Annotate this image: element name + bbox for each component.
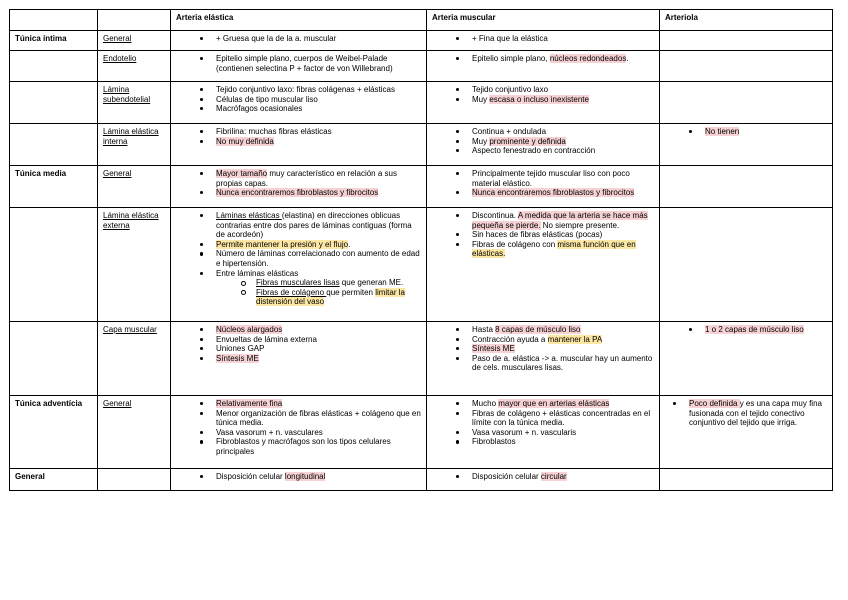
sub-label: General [103, 399, 132, 408]
section-label [10, 82, 98, 124]
header-muscular-artery: Arteria muscular [427, 10, 660, 31]
list-item [216, 85, 422, 95]
text-segment: Menor organización de fibras elásticas + colágeno que en túnica media. [216, 408, 421, 428]
cell-elastic [171, 469, 427, 491]
text-segment: y es una capa muy fina fusionada con el tejido conectivo conjuntivo del tejido que irriga. [689, 399, 822, 428]
list-item [472, 188, 655, 198]
text-segment: No muy definida [216, 136, 274, 146]
row-media-muscular-layer [10, 322, 833, 396]
list-item [216, 95, 422, 105]
text-segment: Epitelio simple plano, cuerpos de Weibel-Palade (contienen selectina P + factor de von Willebrand) [216, 54, 393, 73]
text-segment: + Fina que la elástica [472, 34, 548, 43]
list-item [216, 54, 422, 73]
cell-muscular [427, 51, 660, 82]
sub-label: Lámina elástica interna [103, 127, 159, 146]
text-segment: Uniones GAP [216, 344, 265, 354]
section-label: General [10, 469, 98, 491]
cell-elastic [171, 396, 427, 469]
text-segment: Nunca encontraremos fibroblastos y fibrocitos [472, 188, 635, 198]
row-intima-general [10, 31, 833, 51]
cell-arteriole [660, 208, 833, 322]
list-item [472, 146, 655, 156]
text-segment: que permiten [326, 287, 376, 297]
text-segment: Muy [472, 136, 490, 146]
row-general [10, 469, 833, 491]
cell-muscular [427, 31, 660, 51]
list-item [216, 325, 422, 335]
text-segment: . [348, 239, 351, 249]
text-segment: Sin haces de fibras elásticas (pocas) [472, 230, 603, 240]
text-segment: Tejido conjuntivo laxo: fibras colágenas + elásticas [216, 85, 395, 94]
cell-elastic [171, 51, 427, 82]
text-segment: Hasta [472, 325, 496, 334]
list-item [472, 437, 655, 447]
list-item [216, 354, 422, 364]
text-segment: Macrófagos ocasionales [216, 104, 303, 114]
text-segment: Entre láminas elásticas [216, 268, 299, 278]
section-label [10, 208, 98, 322]
text-segment: Vasa vasorum + n. vascularis [472, 427, 577, 437]
sub-label: Capa muscular [103, 325, 157, 334]
text-segment: Síntesis ME [216, 353, 259, 363]
list-item [472, 399, 655, 409]
section-label: Túnica media [10, 166, 98, 208]
list-item [472, 409, 655, 428]
text-segment: Disposición celular [216, 472, 285, 481]
section-label [10, 124, 98, 166]
sub-label: General [103, 34, 132, 43]
cell-muscular [427, 82, 660, 124]
list-item [216, 104, 422, 114]
text-segment: circular [540, 472, 567, 481]
arteries-comparison-table [9, 9, 833, 491]
cell-elastic [171, 31, 427, 51]
text-segment: que generan ME. [339, 278, 404, 288]
list-item [216, 344, 422, 354]
list-item [472, 335, 655, 345]
cell-arteriole [660, 51, 833, 82]
text-segment: 1 o 2 capas de músculo liso [705, 325, 804, 334]
text-segment: Mucho [472, 399, 499, 408]
list-item [216, 437, 422, 456]
text-segment: Discontinua. [472, 211, 518, 220]
text-segment: Poco definida [689, 399, 740, 408]
text-segment: Paso de a. elástica -> a. muscular hay un aumento de cels. musculares lisas. [472, 353, 653, 373]
header-blank-1 [10, 10, 98, 31]
text-segment: limitar la distensión del vaso [256, 287, 405, 307]
text-segment: Número de láminas correlacionado con aumento de edad e hipertensión. [216, 249, 420, 268]
text-segment: Mayor tamaño [216, 169, 268, 178]
cell-elastic [171, 124, 427, 166]
text-segment: Disposición celular [472, 472, 541, 481]
row-intima-subendothelial [10, 82, 833, 124]
header-arteriole: Arteriola [660, 10, 833, 31]
list-item [216, 335, 422, 345]
list-item [216, 472, 422, 482]
text-segment: Tejido conjuntivo laxo [472, 85, 549, 94]
row-media-general [10, 166, 833, 208]
section-label [10, 322, 98, 396]
text-segment: Fibrilina: muchas fibras elásticas [216, 127, 332, 136]
cell-arteriole [660, 469, 833, 491]
header-blank-2 [98, 10, 171, 31]
sub-label: Endotelio [103, 54, 137, 63]
row-media-external-elastic [10, 208, 833, 322]
list-item [216, 428, 422, 438]
list-item-text [216, 269, 298, 278]
list-item [705, 127, 828, 137]
text-segment: Fibroblastos y macrófagos son los tipos celulares principales [216, 437, 391, 456]
cell-muscular [427, 124, 660, 166]
text-segment: Fibras de colágeno + elásticas concentradas en el límite con la túnica media. [472, 408, 651, 428]
text-segment: Fibras de colágeno con [472, 239, 558, 249]
list-item [472, 95, 655, 105]
text-segment: prominente y definida [489, 136, 566, 146]
text-segment: Contracción ayuda a [472, 334, 548, 344]
list-item [472, 85, 655, 95]
text-segment: Células de tipo muscular liso [216, 94, 318, 104]
cell-elastic [171, 166, 427, 208]
cell-arteriole [660, 396, 833, 469]
header-elastic-artery: Arteria elástica [171, 10, 427, 31]
text-segment: Continua + ondulada [472, 127, 547, 136]
list-item [472, 137, 655, 147]
list-item [472, 240, 655, 259]
cell-elastic [171, 322, 427, 396]
text-segment: Fibras de colágeno [256, 287, 327, 297]
list-item [216, 269, 422, 307]
sub-list-item [256, 288, 422, 307]
cell-muscular [427, 208, 660, 322]
section-label [10, 51, 98, 82]
text-segment: Láminas elásticas [216, 211, 282, 220]
text-segment: Núcleos alargados [216, 325, 283, 334]
text-segment: (elastina) en direcciones oblicuas contrarias entre dos pares de láminas contiguas (forma de acordeón) [216, 211, 412, 240]
list-item [216, 188, 422, 198]
text-segment: mantener la PA [547, 334, 603, 344]
text-segment: longitudinal [284, 472, 326, 481]
cell-arteriole [660, 124, 833, 166]
list-item [472, 34, 655, 44]
text-segment: muy característico en relación a sus propias capas. [216, 169, 397, 188]
list-item [472, 230, 655, 240]
cell-muscular [427, 396, 660, 469]
list-item [689, 399, 828, 428]
text-segment: mayor que en arterias elásticas [498, 399, 610, 408]
text-segment: Vasa vasorum + n. vasculares [216, 427, 323, 437]
sub-list-item [256, 278, 422, 288]
text-segment: Permite mantener la presión y el flujo [216, 239, 349, 249]
text-segment: Fibroblastos [472, 437, 516, 447]
cell-arteriole [660, 166, 833, 208]
text-segment: Epitelio simple plano, [472, 54, 550, 63]
text-segment: Aspecto fenestrado en contracción [472, 146, 596, 156]
list-item [216, 34, 422, 44]
list-item [216, 211, 422, 240]
row-adventitia-general [10, 396, 833, 469]
list-item [216, 169, 422, 188]
list-item [216, 137, 422, 147]
sub-label: Lámina elástica externa [103, 211, 159, 230]
list-item [472, 54, 655, 64]
text-segment: Muy [472, 94, 490, 104]
cell-elastic [171, 82, 427, 124]
list-item [472, 428, 655, 438]
text-segment: Principalmente tejido muscular liso con poco material elástico. [472, 169, 630, 188]
list-item [472, 325, 655, 335]
text-segment: Fibras musculares lisas [256, 278, 340, 288]
list-item [472, 472, 655, 482]
list-item [216, 399, 422, 409]
list-item [472, 169, 655, 188]
section-label: Túnica íntima [10, 31, 98, 51]
list-item [472, 127, 655, 137]
cell-arteriole [660, 31, 833, 51]
text-segment: misma función que en elásticas. [472, 239, 636, 259]
text-segment: escasa o incluso inexistente [489, 94, 589, 104]
list-item [216, 409, 422, 428]
header-row [10, 10, 833, 31]
sub-label: General [103, 169, 132, 178]
list-item [472, 211, 655, 230]
cell-elastic [171, 208, 427, 322]
text-segment: Envueltas de lámina externa [216, 334, 317, 344]
list-item [705, 325, 828, 335]
cell-arteriole [660, 322, 833, 396]
text-segment: Síntesis ME [472, 344, 515, 354]
list-item [216, 127, 422, 137]
text-segment: No tienen [705, 127, 740, 136]
text-segment: Nunca encontraremos fibroblastos y fibrocitos [216, 188, 379, 198]
sub-label: Lámina subendotelial [103, 85, 151, 104]
list-item [472, 354, 655, 373]
row-intima-endothelium [10, 51, 833, 82]
cell-arteriole [660, 82, 833, 124]
cell-muscular [427, 469, 660, 491]
text-segment: 8 capas de músculo liso [495, 325, 581, 334]
cell-muscular [427, 166, 660, 208]
list-item [216, 240, 422, 250]
section-label: Túnica adventícia [10, 396, 98, 469]
list-item [216, 249, 422, 268]
text-segment: + Gruesa que la de la a. muscular [216, 34, 337, 43]
text-segment: A medida que la arteria se hace más pequeña se pierde. [472, 211, 648, 230]
text-segment: Relativamente fina [216, 399, 283, 408]
text-segment: No siempre presente. [540, 220, 620, 230]
text-segment: núcleos redondeados [549, 54, 627, 63]
row-intima-internal-elastic [10, 124, 833, 166]
cell-muscular [427, 322, 660, 396]
list-item [472, 344, 655, 354]
text-segment: . [626, 54, 629, 63]
